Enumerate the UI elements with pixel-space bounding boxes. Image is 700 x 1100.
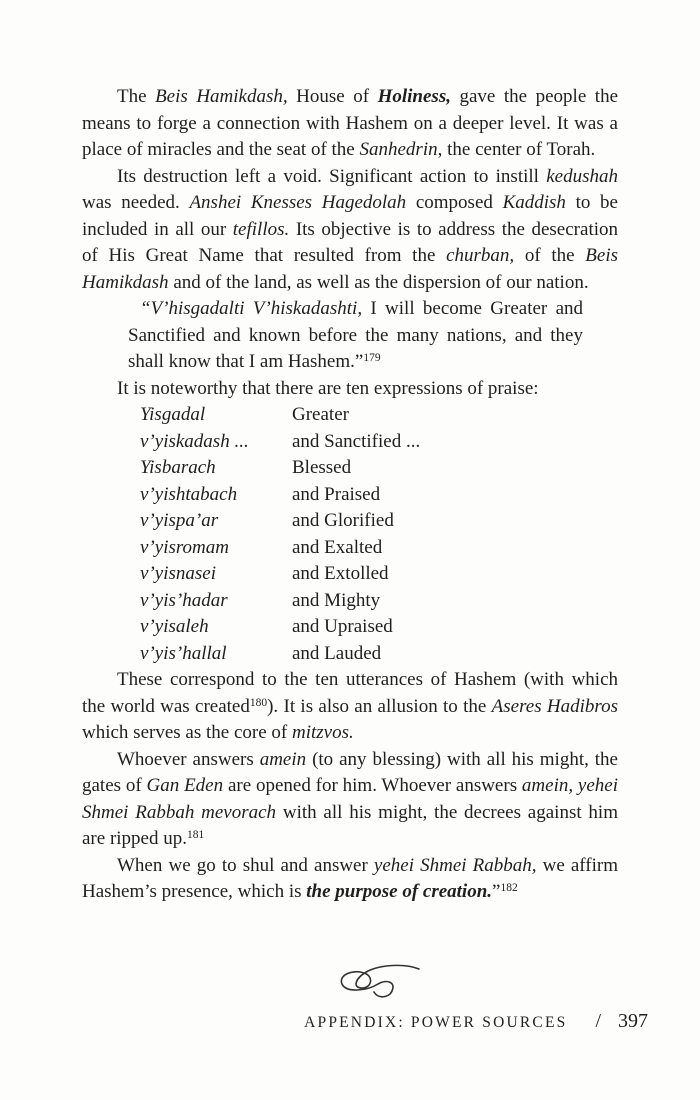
text-run: The bbox=[117, 86, 156, 107]
list-intro: It is noteworthy that there are ten expressions of praise: bbox=[117, 377, 539, 399]
expression-row bbox=[140, 482, 618, 509]
paragraph-purpose-of-creation bbox=[82, 853, 618, 906]
text-run: ” bbox=[492, 881, 501, 902]
footnote-reference: 181 bbox=[186, 829, 205, 841]
expression-row bbox=[140, 402, 618, 429]
expression-meaning: and Glorified bbox=[292, 510, 394, 531]
text-run: of the bbox=[514, 245, 586, 266]
expression-term: Yisgadal bbox=[140, 404, 206, 425]
text-run: yehei Shmei Rabbah, bbox=[373, 854, 537, 876]
text-run: amein, yehei Shmei Rabbah mevorach bbox=[82, 775, 619, 823]
expression-term: v’yisaleh bbox=[140, 616, 209, 637]
text-run: (to any blessing) with all his might, the gates of bbox=[82, 748, 618, 796]
expression-row bbox=[140, 561, 618, 588]
page-footer bbox=[304, 1010, 648, 1033]
text-run: mitzvos. bbox=[291, 722, 354, 743]
text-run: Beis Hamikdash, bbox=[155, 86, 288, 107]
text-run: When we go to shul and answer bbox=[117, 854, 374, 876]
text-run: , the center of Torah. bbox=[437, 139, 596, 160]
paragraph-amein bbox=[82, 747, 618, 853]
text-run: was needed. bbox=[82, 192, 190, 213]
text-run: we affirm Hashem’s presence, which is bbox=[82, 854, 618, 902]
text-run: amein bbox=[259, 748, 307, 770]
text-run: “V’hisgadalti V’hiskadashti, bbox=[140, 298, 363, 319]
text-run: tefillos. bbox=[232, 218, 290, 240]
text-run: Holiness, bbox=[377, 86, 451, 107]
text-run: I will become Greater and Sanctified and known before the many nations, and they shall know that I am Hashem.” bbox=[128, 298, 584, 372]
text-run: Its destruction left a void. Significant action to instill bbox=[117, 165, 547, 187]
text-run: churban, bbox=[446, 245, 515, 266]
text-run: gave the people the means to forge a connection with Hashem on a deeper level. It was a place of miracles and the seat of the bbox=[82, 86, 619, 160]
text-run: composed bbox=[406, 192, 503, 213]
expression-row bbox=[140, 455, 618, 482]
expression-meaning: and Mighty bbox=[292, 589, 381, 611]
text-run: Its objective is to address the desecration of His Great Name that resulted from the bbox=[82, 218, 618, 266]
expression-row bbox=[140, 588, 618, 615]
footnote-reference: 182 bbox=[500, 882, 518, 894]
expressions-list bbox=[140, 402, 618, 667]
text-run: which serves as the core of bbox=[82, 722, 292, 743]
text-run: to be included in all our bbox=[82, 192, 618, 240]
text-run: Anshei Knesses Hagedolah bbox=[189, 192, 407, 213]
footnote-reference: 180 bbox=[249, 696, 268, 709]
text-run: are opened for him. Whoever answers bbox=[223, 775, 522, 796]
footnote-reference: 179 bbox=[363, 352, 381, 364]
expression-row bbox=[140, 429, 618, 456]
expression-row bbox=[140, 508, 618, 535]
text-run: House of bbox=[287, 86, 378, 107]
text-run: kedushah bbox=[546, 165, 618, 187]
text-block bbox=[82, 84, 618, 906]
block-quote bbox=[128, 296, 583, 376]
expression-row bbox=[140, 535, 618, 562]
expression-row bbox=[140, 641, 618, 668]
text-run: ). It is also an allusion to the bbox=[267, 695, 492, 717]
expression-meaning: and Sanctified ... bbox=[292, 430, 421, 452]
paragraph-ten-utterances bbox=[82, 667, 618, 747]
expression-term: v’yisromam bbox=[140, 536, 229, 558]
expression-row bbox=[140, 614, 618, 641]
expression-meaning: Blessed bbox=[292, 457, 352, 478]
expression-term: v’yispa’ar bbox=[140, 510, 219, 531]
text-run: Kaddish bbox=[502, 192, 566, 213]
running-head: APPENDIX: POWER SOURCES bbox=[304, 1014, 568, 1031]
text-run: with all his might, the decrees against him are ripped up. bbox=[82, 801, 618, 849]
expression-term: v’yis’hadar bbox=[140, 589, 228, 611]
footer-separator: / bbox=[595, 1010, 601, 1032]
expression-term: v’yisnasei bbox=[140, 563, 216, 584]
text-run: and of the land, as well as the dispersion of our nation. bbox=[168, 271, 589, 293]
expression-meaning: and Extolled bbox=[292, 563, 389, 584]
expression-meaning: and Praised bbox=[292, 483, 381, 505]
page-number: 397 bbox=[618, 1010, 648, 1032]
text-run: These correspond to the ten utterances of Hashem (with which the world was created bbox=[82, 669, 618, 717]
expression-meaning: and Upraised bbox=[292, 616, 393, 637]
expression-term: v’yis’hallal bbox=[140, 642, 227, 664]
text-run: Whoever answers bbox=[117, 748, 260, 770]
text-run: Aseres Hadibros bbox=[491, 695, 618, 717]
expression-meaning: and Lauded bbox=[292, 642, 382, 664]
paragraph-beis-hamikdash bbox=[82, 84, 618, 164]
paragraph-destruction bbox=[82, 164, 618, 297]
text-run: Sanhedrin bbox=[359, 139, 438, 160]
expression-term: v’yishtabach bbox=[140, 483, 238, 505]
text-run: the purpose of creation. bbox=[306, 881, 493, 902]
expression-meaning: Greater bbox=[292, 404, 349, 425]
text-run: Beis Hamikdash bbox=[82, 245, 619, 293]
expression-term: v’yiskadash ... bbox=[140, 430, 249, 452]
expression-meaning: and Exalted bbox=[292, 536, 383, 558]
expression-term: Yisbarach bbox=[140, 457, 216, 478]
text-run: Gan Eden bbox=[146, 775, 224, 796]
flourish-icon bbox=[318, 960, 423, 1004]
